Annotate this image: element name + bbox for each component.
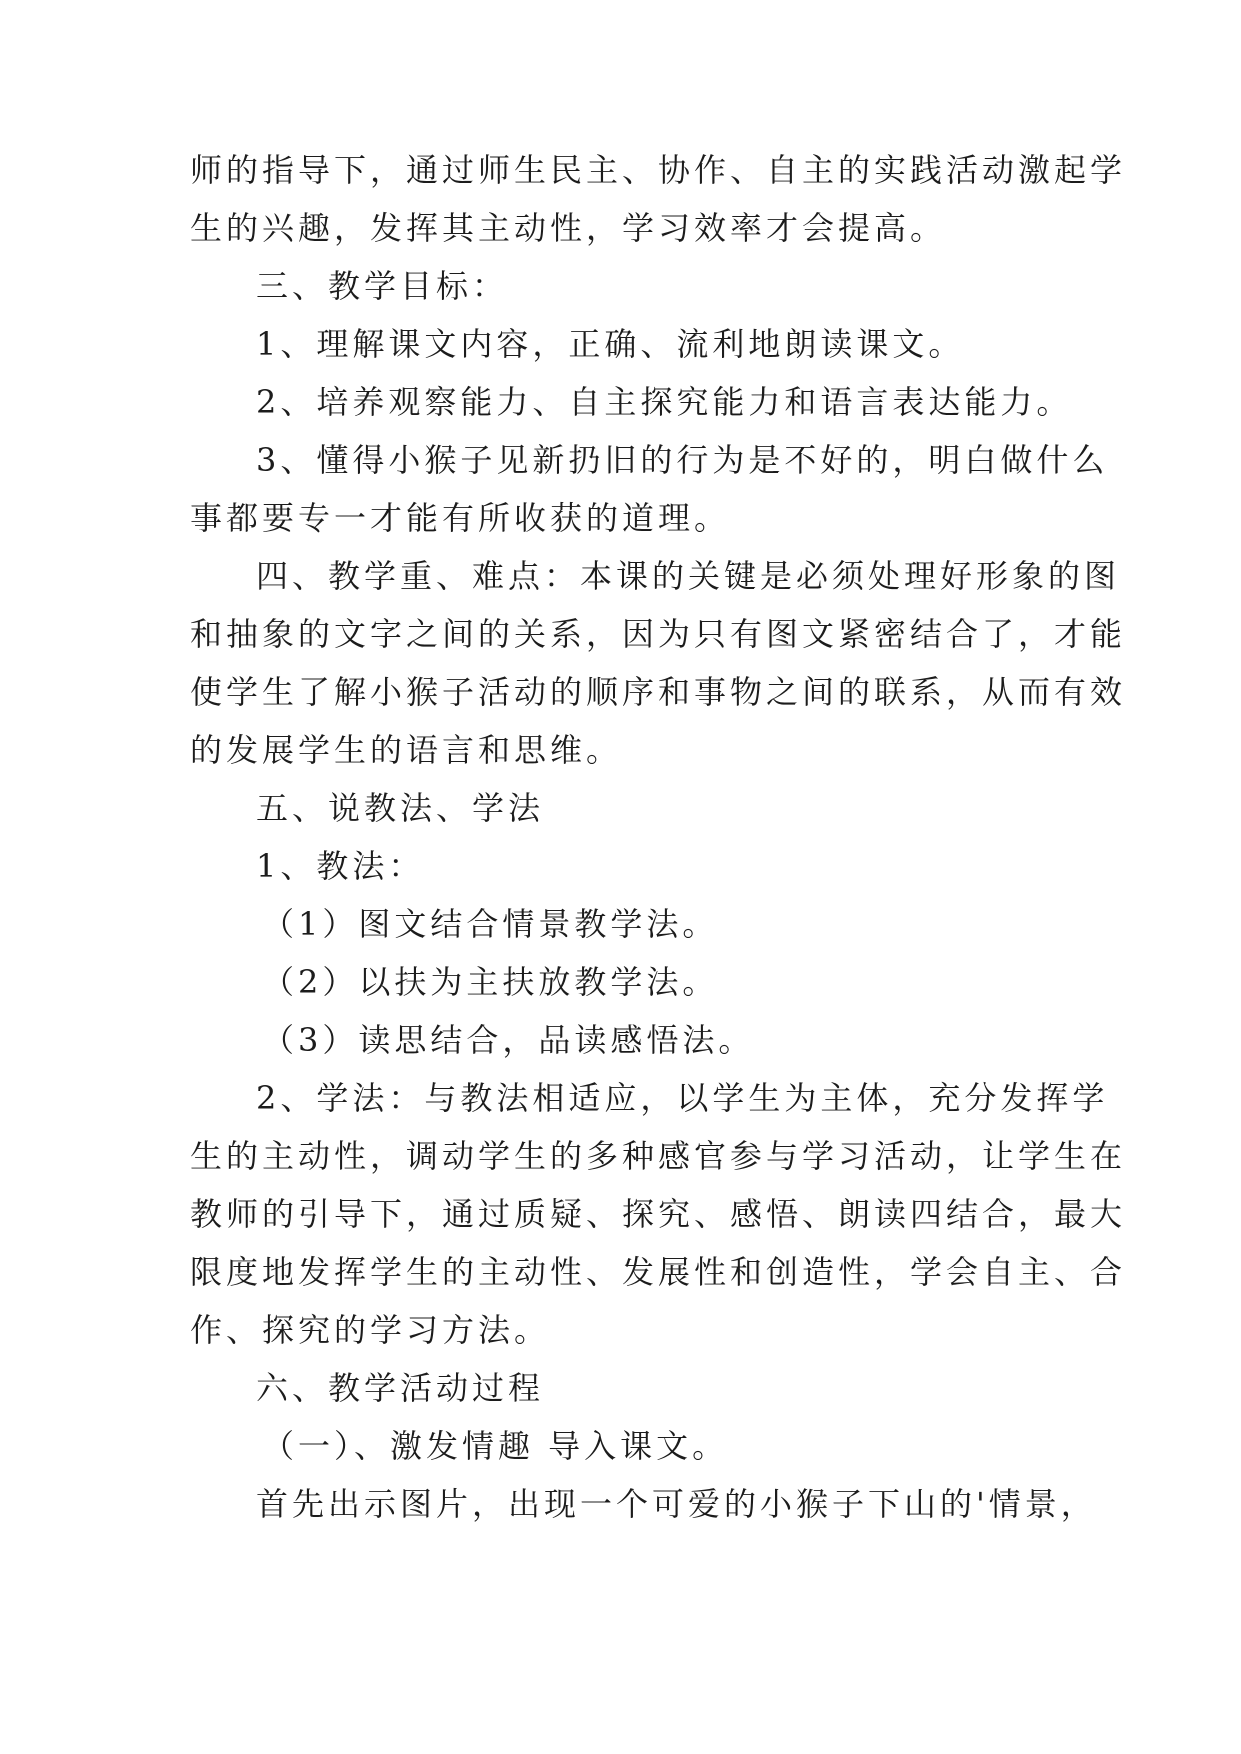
text-line: 生的主动性，调动学生的多种感官参与学习活动，让学生在 <box>190 1137 1127 1175</box>
section-heading: 六、教学活动过程 <box>256 1369 545 1407</box>
list-item: （1）图文结合情景教学法。 <box>262 905 719 943</box>
text-line: 作、探究的学习方法。 <box>190 1311 551 1349</box>
text-line: 教师的引导下，通过质疑、探究、感悟、朗读四结合，最大 <box>190 1195 1127 1233</box>
section-heading: 四、教学重、难点：本课的关键是必须处理好形象的图 <box>256 557 1121 595</box>
text-line: 师的指导下，通过师生民主、协作、自主的实践活动激起学 <box>190 151 1127 189</box>
subsection-heading: （一）、激发情趣 导入课文。 <box>262 1427 729 1465</box>
text-line: 使学生了解小猴子活动的顺序和事物之间的联系，从而有效 <box>190 673 1127 711</box>
list-item: 2、培养观察能力、自主探究能力和语言表达能力。 <box>256 383 1073 421</box>
text-line: 的发展学生的语言和思维。 <box>190 731 623 769</box>
list-item: 3、懂得小猴子见新扔旧的行为是不好的，明白做什么 <box>256 441 1109 479</box>
text-line: 限度地发挥学生的主动性、发展性和创造性，学会自主、合 <box>190 1253 1127 1291</box>
subsection-heading: 2、学法：与教法相适应，以学生为主体，充分发挥学 <box>256 1079 1109 1117</box>
text-line: 首先出示图片，出现一个可爱的小猴子下山的'情景， <box>256 1485 1097 1523</box>
section-heading: 三、教学目标： <box>256 267 509 305</box>
text-line: 生的兴趣，发挥其主动性，学习效率才会提高。 <box>190 209 947 247</box>
list-item: （2）以扶为主扶放教学法。 <box>262 963 719 1001</box>
text-line: 和抽象的文字之间的关系，因为只有图文紧密结合了，才能 <box>190 615 1127 653</box>
list-item: 1、理解课文内容，正确、流利地朗读课文。 <box>256 325 965 363</box>
list-item: （3）读思结合，品读感悟法。 <box>262 1021 755 1059</box>
subsection-heading: 1、教法： <box>256 847 425 885</box>
section-heading: 五、说教法、学法 <box>256 789 545 827</box>
text-line: 事都要专一才能有所收获的道理。 <box>190 499 731 537</box>
